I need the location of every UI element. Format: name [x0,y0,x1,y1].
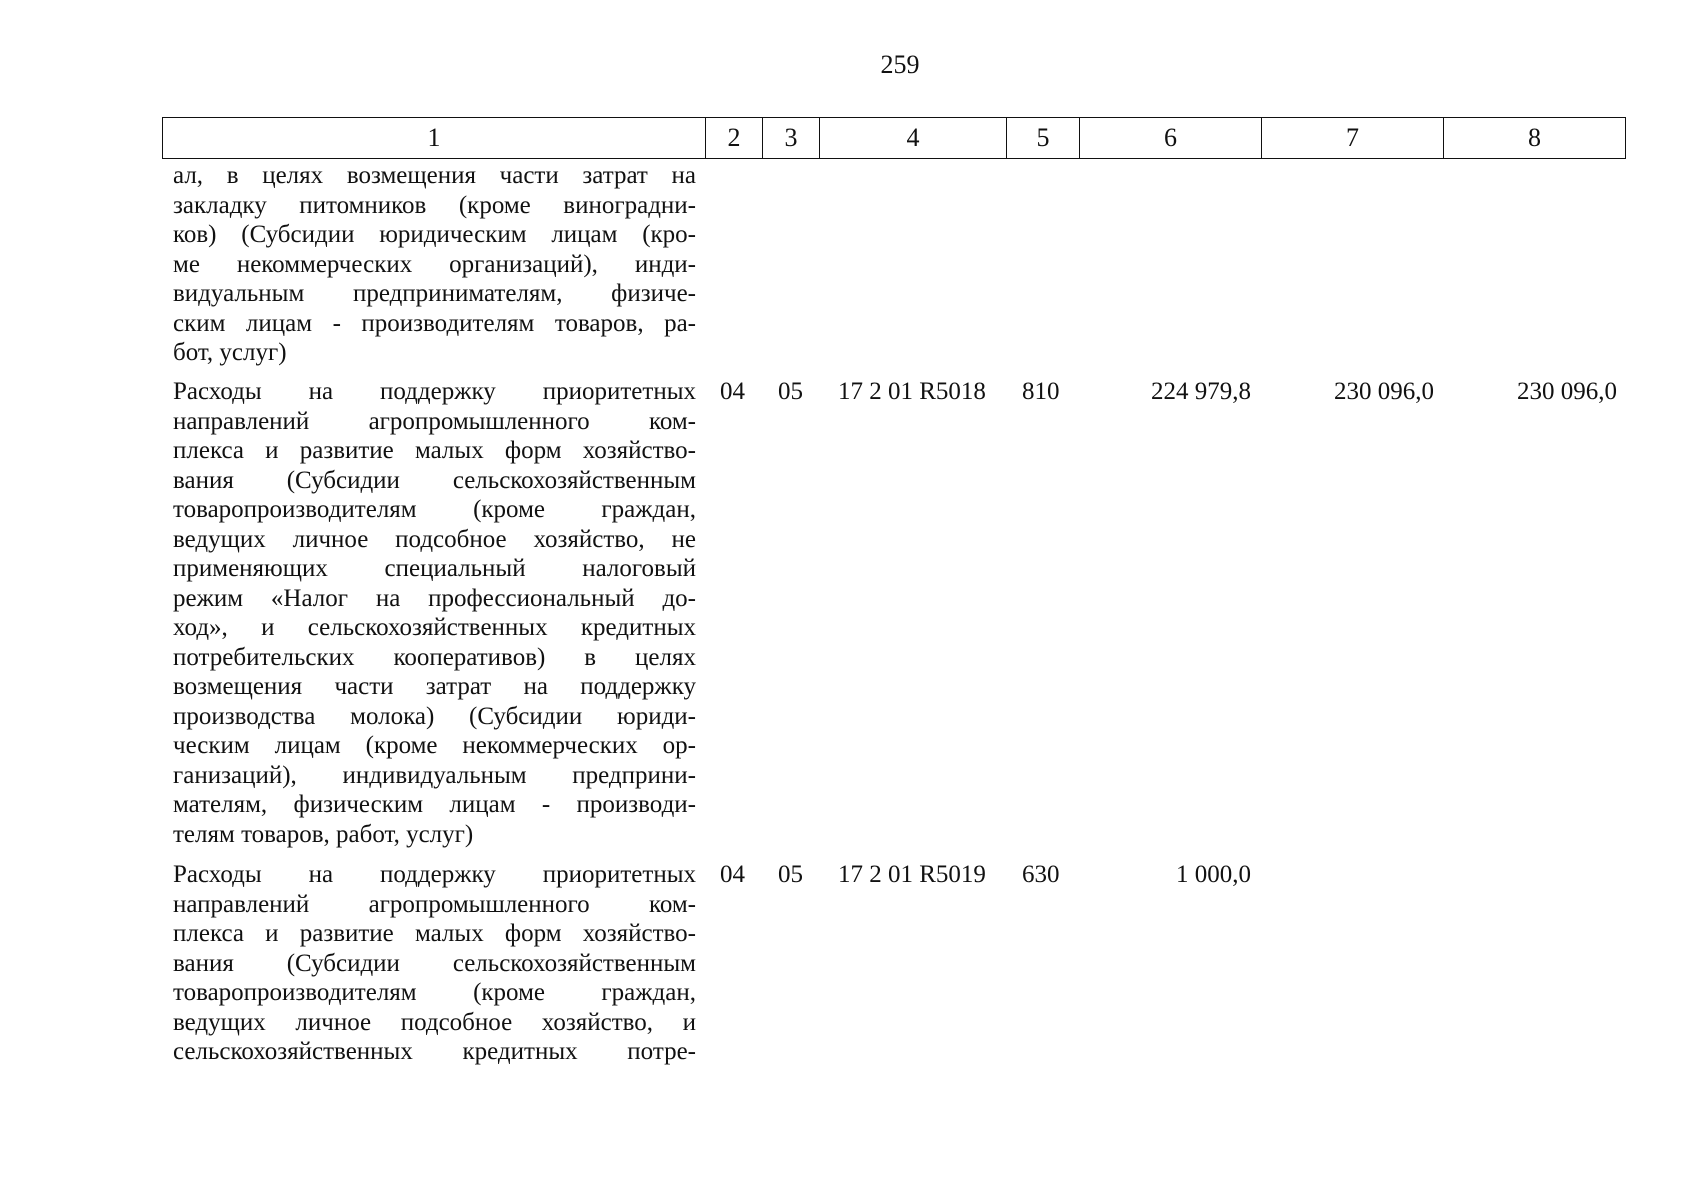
table-row-description [173,860,696,1067]
section-code: 04 [720,861,745,888]
description-line: товаропроизводителям (кроме граждан, [173,979,696,1006]
description-line: ков) (Субсидии юридическим лицам (кро- [173,221,696,248]
description-line: производства молока) (Субсидии юриди- [173,702,696,730]
description-line: бот, услуг) [173,339,287,366]
description-line: применяющих специальный налоговый [173,555,696,582]
description-line: закладку питомников (кроме виноградни- [173,191,696,219]
column-header-6: 6 [1080,118,1262,159]
section-code: 04 [720,378,745,405]
description-line: ганизаций), индивидуальным предприни- [173,761,696,789]
column-header-table [162,117,1626,159]
description-line: плекса и развитие малых форм хозяйство- [173,437,696,464]
description-line: сельскохозяйственных кредитных потре- [173,1038,696,1065]
column-header-7: 7 [1262,118,1444,159]
amount-col-6: 1 000,0 [1176,861,1251,888]
description-line: ме некоммерческих организаций), инди- [173,250,696,278]
description-line: Расходы на поддержку приоритетных [173,378,696,405]
page-number: 259 [880,50,920,79]
description-line: потребительских кооперативов) в целях [173,643,696,671]
expense-type-code: 810 [1022,378,1060,405]
table-row-description [173,161,696,368]
subsection-code: 05 [778,861,803,888]
column-header-3: 3 [763,118,820,159]
description-line: направлений агропромышленного ком- [173,890,696,918]
description-line: ским лицам - производителям товаров, ра- [173,309,696,337]
table-row-description [173,377,696,849]
column-header-1: 1 [163,118,706,159]
column-header-8: 8 [1444,118,1626,159]
description-line: вания (Субсидии сельскохозяйственным [173,466,696,494]
column-header-row [163,118,1626,159]
description-line: телям товаров, работ, услуг) [173,820,474,848]
description-line: ческим лицам (кроме некоммерческих ор- [173,732,696,759]
amount-col-6: 224 979,8 [1151,378,1251,405]
column-header-2: 2 [706,118,763,159]
description-line: режим «Налог на профессиональный до- [173,584,696,612]
description-line: Расходы на поддержку приоритетных [173,861,696,888]
subsection-code: 05 [778,378,803,405]
amount-col-7: 230 096,0 [1334,378,1434,405]
description-line: мателям, физическим лицам - производи- [173,791,696,818]
amount-col-8: 230 096,0 [1517,378,1617,405]
description-line: плекса и развитие малых форм хозяйство- [173,920,696,947]
description-line: вания (Субсидии сельскохозяйственным [173,949,696,977]
description-line: возмещения части затрат на поддержку [173,673,696,700]
description-line: ведущих личное подсобное хозяйство, и [173,1008,696,1036]
description-line: ведущих личное подсобное хозяйство, не [173,525,696,553]
description-line: ал, в целях возмещения части затрат на [173,162,696,189]
expense-type-code: 630 [1022,861,1060,888]
column-header-5: 5 [1007,118,1080,159]
description-line: направлений агропромышленного ком- [173,407,696,435]
description-line: товаропроизводителям (кроме граждан, [173,496,696,523]
description-line: ход», и сельскохозяйственных кредитных [173,614,696,641]
column-header-4: 4 [820,118,1007,159]
target-article-code: 17 2 01 R5018 [838,378,986,405]
description-line: видуальным предпринимателям, физиче- [173,280,696,307]
target-article-code: 17 2 01 R5019 [838,861,986,888]
